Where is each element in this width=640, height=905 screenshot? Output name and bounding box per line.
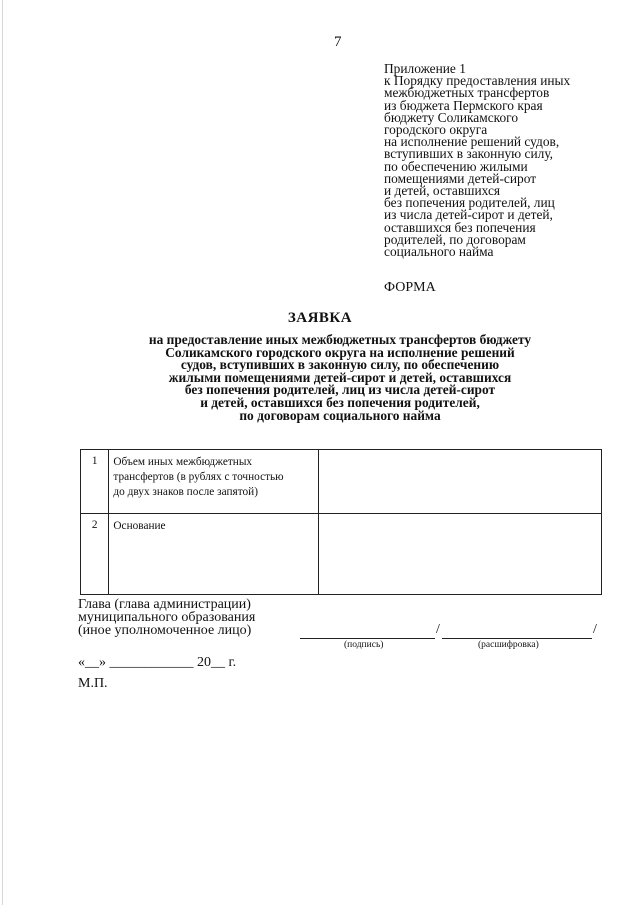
row-label	[109, 450, 319, 514]
row-label-line: Объем иных межбюджетных	[113, 456, 253, 468]
subtitle-line: жилыми помещениями детей-сирот и детей, оставшихся	[168, 369, 512, 385]
basis-field[interactable]	[318, 514, 601, 595]
appendix-line: городского округа	[384, 122, 488, 138]
row-label-line: трансфертов (в рублях с точностью	[113, 471, 284, 483]
appendix-line: бюджету Соликамского	[384, 109, 519, 125]
signer-line: (иное уполномоченное лицо)	[78, 623, 252, 638]
appendix-line: межбюджетных трансфертов	[384, 85, 550, 101]
row-label	[109, 514, 319, 595]
row-number: 2	[81, 514, 109, 595]
name-decoding-line[interactable]	[442, 638, 592, 639]
appendix-line: социального найма	[384, 244, 494, 260]
appendix-line: к Порядку предоставления иных	[384, 73, 571, 89]
document-subtitle	[100, 334, 580, 422]
appendix-line: родителей, по договорам	[384, 231, 526, 247]
form-label: ФОРМА	[384, 280, 436, 295]
date-line[interactable]: «__» ____________ 20__ г.	[78, 655, 237, 670]
appendix-line: по обеспечению жилыми	[384, 158, 528, 174]
row-label-line: до двух знаков после запятой)	[113, 486, 258, 498]
subtitle-line: и детей, оставшихся без попечения родителей,	[200, 394, 480, 410]
table-row	[81, 514, 602, 595]
row-number: 1	[81, 450, 109, 514]
appendix-line: из числа детей-сирот и детей,	[384, 207, 553, 223]
signature-line[interactable]	[300, 638, 435, 639]
appendix-line: без попечения родителей, лиц	[384, 195, 555, 211]
appendix-line: из бюджета Пермского края	[384, 97, 543, 113]
document-title: ЗАЯВКА	[287, 310, 353, 326]
subtitle-line: Соликамского городского округа на исполнение решений	[165, 344, 515, 360]
appendix-line: помещениями детей-сирот	[384, 170, 537, 186]
row-label-line: Основание	[113, 520, 166, 532]
appendix-line: вступивших в законную силу,	[384, 146, 554, 162]
signature-end-slash: /	[593, 622, 597, 637]
transfer-amount-field[interactable]	[318, 450, 601, 514]
appendix-block	[384, 63, 624, 258]
signer-block	[78, 598, 255, 637]
subtitle-line: по договорам социального найма	[239, 407, 441, 423]
signer-line: Глава (глава администрации)	[78, 597, 251, 612]
subtitle-line: судов, вступивших в законную силу, по обеспечению	[180, 357, 500, 373]
signature-caption: (подпись)	[344, 640, 384, 650]
subtitle-line: на предоставление иных межбюджетных трансфертов бюджету	[148, 332, 532, 347]
table-row	[81, 450, 602, 514]
signature-separator: /	[436, 622, 440, 637]
appendix-line: на исполнение решений судов,	[384, 134, 560, 150]
appendix-line: оставшихся без попечения	[384, 219, 536, 235]
appendix-line: и детей, оставшихся	[384, 183, 501, 199]
request-table	[80, 449, 602, 595]
appendix-line: Приложение 1	[384, 61, 466, 76]
page-edge	[2, 0, 3, 905]
page-number: 7	[334, 34, 342, 50]
signer-line: муниципального образования	[78, 610, 256, 625]
stamp-label: М.П.	[78, 676, 108, 691]
decoding-caption: (расшифровка)	[478, 640, 539, 650]
subtitle-line: без попечения родителей, лиц из числа детей-сирот	[184, 382, 496, 398]
